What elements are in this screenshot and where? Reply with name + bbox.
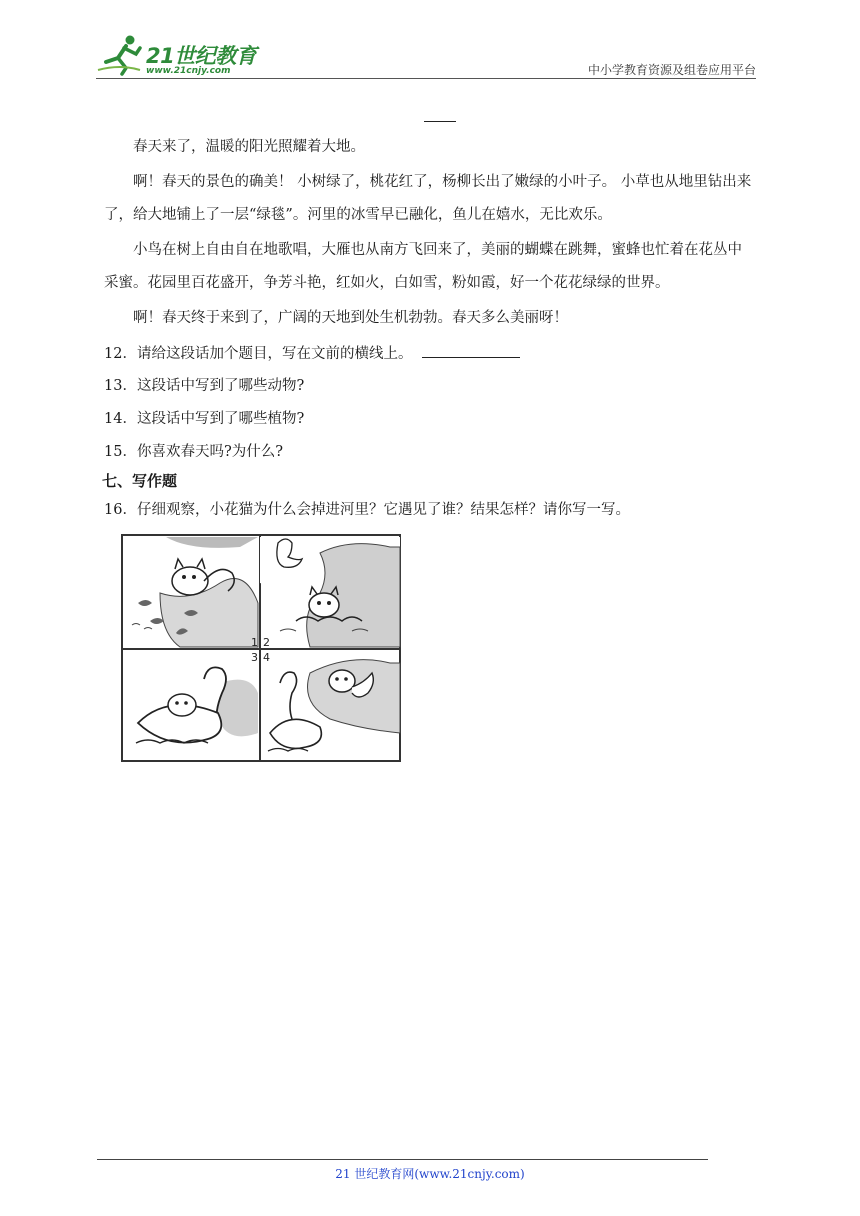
platform-name: 中小学教育资源及组卷应用平台: [587, 63, 756, 77]
question-12: [104, 343, 520, 364]
question-14: 14．这段话中写到了哪些植物?: [104, 411, 305, 427]
question-13: 13．这段话中写到了哪些动物?: [104, 378, 305, 394]
question-15: 15．你喜欢春天吗?为什么?: [104, 444, 283, 460]
passage-paragraph-1: 春天来了，温暖的阳光照耀着大地。: [133, 139, 365, 155]
panel-number-3: 3: [251, 651, 258, 664]
section-title: 七、写作题: [102, 472, 178, 490]
panel-number-4: 4: [263, 651, 270, 664]
comic-figure: [120, 533, 402, 763]
footer-divider: [97, 1159, 708, 1160]
passage-paragraph-3: 小鸟在树上自由自在地歌唱，大雁也从南方飞回来了，美丽的蝴蝶在跳舞，蜜蜂也忙着在花丛中采蜜。花园里百花盛开，争芳斗艳，红如火，白如雪，粉如霞，好一个花花绿绿的世界。: [104, 242, 742, 291]
logo-url: www.21cnjy.com: [146, 66, 231, 76]
logo-text: 21世纪教育: [146, 44, 257, 68]
panel-number-1: 1: [251, 636, 258, 649]
question-12-text: 12．请给这段话加个题目，写在文前的横线上。: [104, 346, 413, 362]
question-16: 16．仔细观察，小花猫为什么会掉进河里？它遇见了谁？结果怎样？请你写一写。: [104, 502, 630, 518]
passage-paragraph-4: 啊！春天终于来到了，广阔的天地到处生机勃勃。春天多么美丽呀！: [133, 310, 568, 326]
footer-text: 21 世纪教育网(www.21cnjy.com): [335, 1167, 525, 1181]
passage-paragraph-2: 啊！春天的景色的确美！ 小树绿了，桃花红了，杨柳长出了嫩绿的小叶子。 小草也从地里钻出来了，给大地铺上了一层“绿毯”。河里的冰雪早已融化，鱼儿在嬉水，无比欢乐。: [104, 174, 752, 223]
title-blank-line: [424, 121, 456, 122]
answer-blank: [422, 343, 520, 358]
panel-number-2: 2: [263, 636, 270, 649]
header-divider: [96, 78, 756, 79]
